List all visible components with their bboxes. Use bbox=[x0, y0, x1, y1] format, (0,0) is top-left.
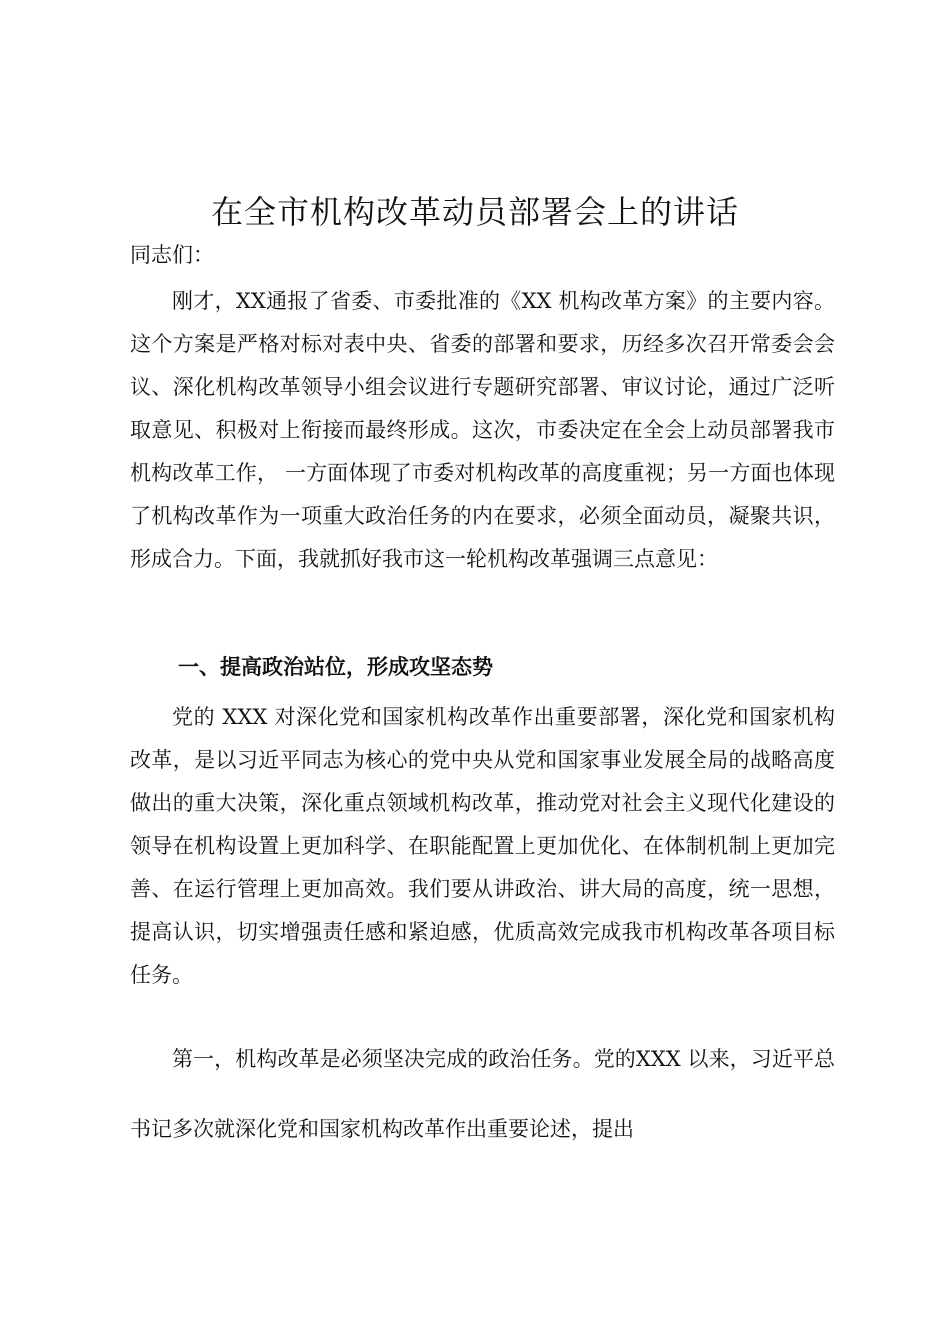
salutation: 同志们： bbox=[130, 243, 214, 267]
paragraph-section-2: 第一，机构改革是必须坚决完成的政治任务。党的XXX 以来，习近平总书记多次就深化党和国家机构改革作出重要论述，提出 bbox=[130, 1047, 835, 1141]
section-heading: 一、提高政治站位，形成攻坚态势 bbox=[178, 655, 493, 679]
paragraph-section-1: 党的 XXX 对深化党和国家机构改革作出重要部署，深化党和国家机构改革，是以习近平同志为核心的党中央从党和国家事业发展全局的战略高度做出的重大决策，深化重点领域机构改革，推动党对社会主义现代化建设的领导在机构设置上更加科学、在职能配置上更加优化、在体制机制上更加完善、在运行管理上更加高效。我们要从讲政治、讲大局的高度，统一思想，提高认识，切实增强责任感和紧迫感，优质高效完成我市机构改革各项目标任务。 bbox=[130, 705, 835, 987]
paragraph-intro: 刚才，XX通报了省委、市委批准的《XX 机构改革方案》的主要内容。这个方案是严格对标对表中央、省委的部署和要求，历经多次召开常委会会议、深化机构改革领导小组会议进行专题研究部署、审议讨论，通过广泛听取意见、积极对上衔接而最终形成。这次，市委决定在全会上动员部署我市机构改革工作， 一方面体现了市委对机构改革的高度重视；另一方面也体现了机构改革作为一项重大政治任务的内在要求，必须全面动员，凝聚共识，形成合力。下面，我就抓好我市这一轮机构改革强调三点意见： bbox=[130, 289, 835, 571]
document-title: 在全市机构改革动员部署会上的讲话 bbox=[210, 193, 739, 231]
